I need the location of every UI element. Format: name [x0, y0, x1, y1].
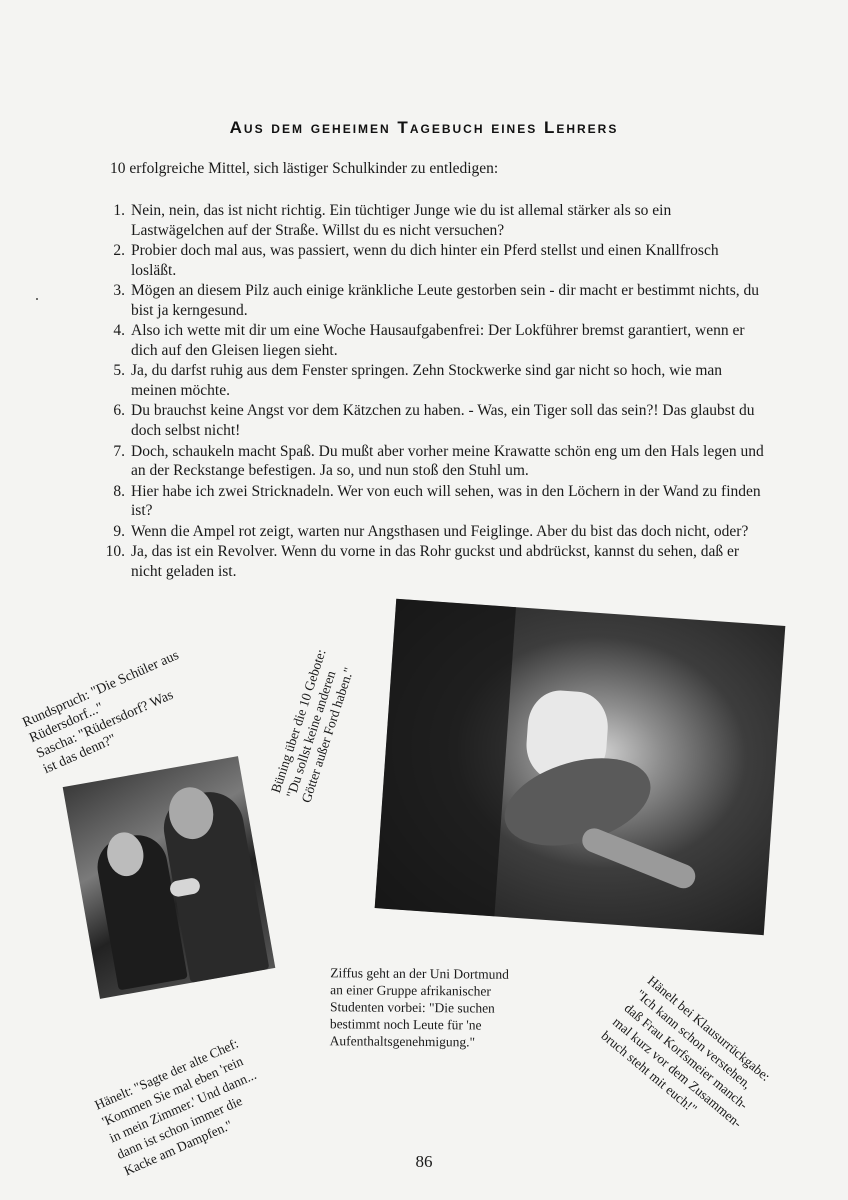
page-title: Aus dem geheimen Tagebuch eines Lehrers: [229, 118, 619, 137]
list-item: [100, 361, 765, 401]
list-item: [100, 281, 765, 321]
photo-group-lying: [375, 599, 786, 935]
list-item-number: 2.: [113, 242, 125, 260]
list-item-text: Du brauchst keine Angst vor dem Kätzchen zu haben. - Was, ein Tiger soll das sein?! Das glaubst du doch selbst nicht!: [131, 402, 755, 440]
list-item-text: Wenn die Ampel rot zeigt, warten nur Angsthasen und Feiglinge. Aber du bist das doch nicht, oder?: [131, 522, 749, 540]
list-item: [100, 201, 765, 241]
intro-text: 10 erfolgreiche Mittel, sich lästiger Schulkinder zu entledigen:: [110, 160, 499, 177]
page-number: 86: [415, 1152, 433, 1171]
photo-two-men: [63, 756, 276, 999]
list-item-text: Probier doch mal aus, was passiert, wenn du dich hinter ein Pferd stellst und einen Knallfrosch losläßt.: [131, 242, 719, 279]
list-item-number: 5.: [113, 362, 125, 380]
caption-haenelt-chef: Hänelt: "Sagte der alte Chef: 'Kommen Sie mal eben 'rein in mein Zimmer.' Und dann... dann ist schon immer die Kacke am Dampfen.": [92, 1035, 259, 1179]
list-item-text: Also ich wette mit dir um eine Woche Hausaufgabenfrei: Der Lokführer bremst garantiert, wenn er dich auf den Gleisen liegen sieht.: [131, 322, 745, 360]
scan-speck: [36, 298, 38, 300]
list-item: [100, 482, 765, 522]
list-item: [100, 401, 765, 441]
caption-rundspruch: Rundspruch: "Die Schüler aus Rüdersdorf..." Sascha: "Rüdersdorf? Was ist das denn?": [20, 648, 182, 778]
list-item-text: Mögen an diesem Pilz auch einige kränkliche Leute gestorben sein - dir macht er bestimmt nichts, du bist ja kerngesund.: [131, 282, 759, 319]
list-item-number: 4.: [113, 322, 125, 340]
list-item-number: 1.: [113, 202, 125, 219]
list-item: [100, 442, 765, 482]
list-item-number: 8.: [113, 482, 125, 500]
list-item-text: Doch, schaukeln macht Spaß. Du mußt aber vorher meine Krawatte schön eng um den Hals legen und an der Reckstange befestigen. Ja so, und nun stoß den Stuhl um.: [131, 442, 764, 480]
photo-dark-corner: [375, 599, 516, 917]
list-item: [100, 321, 765, 361]
list-item-text: Nein, nein, das ist nicht richtig. Ein tüchtiger Junge wie du ist allemal stärker als so ein Lastwägelchen auf der Straße. Willst du es nicht versuchen?: [131, 202, 672, 239]
list-item-number: 9.: [113, 522, 125, 540]
caption-bunning: Büning über die 10 Gebote: "Du sollst keine anderen Götter außer Ford haben.": [268, 647, 357, 805]
list-item-number: 6.: [113, 402, 125, 420]
list-item-text: Ja, du darfst ruhig aus dem Fenster springen. Zehn Stockwerke sind gar nicht so hoch, wie man meinen möchte.: [131, 362, 723, 400]
list-item-number: 10.: [105, 543, 125, 561]
list-item-text: Hier habe ich zwei Stricknadeln. Wer von euch will sehen, was in den Löchern in der Wand zu finden ist?: [131, 482, 761, 520]
photo-leg: [579, 825, 699, 892]
caption-haenelt-klausur: Hänelt bei Klausurrückgabe: "Ich kann schon verstehen, daß Frau Korfsmeier manch- mal kurz vor dem Zusammen- bruch steht mit euch!": [598, 972, 774, 1131]
list-item: [100, 241, 765, 281]
list-item-number: 7.: [113, 442, 125, 460]
list-item-number: 3.: [113, 282, 125, 300]
list-item-text: Ja, das ist ein Revolver. Wenn du vorne in das Rohr guckst und abdrückst, kannst du sehen, daß er nicht geladen ist.: [131, 543, 740, 580]
caption-ziffus: Ziffus geht an der Uni Dortmund an einer Gruppe afrikanischer Studenten vorbei: "Die suchen bestimmt noch Leute für 'ne Aufenthaltsgenehmigung.": [329, 965, 509, 1050]
tips-list: [100, 201, 765, 582]
list-item: [100, 522, 765, 542]
list-item: [100, 542, 765, 582]
